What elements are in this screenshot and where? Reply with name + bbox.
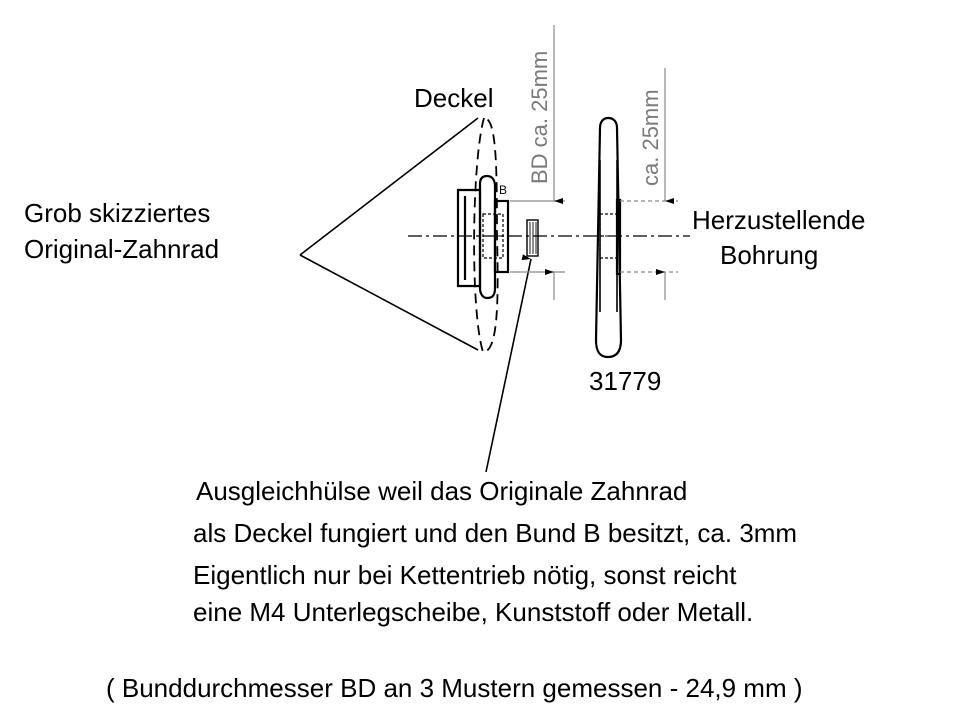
note-line-4: eine M4 Unterlegscheibe, Kunststoff oder Metall. <box>193 597 754 627</box>
gear-hub <box>458 190 480 286</box>
sleeve-leader-arrow <box>486 259 531 472</box>
part-number-label: 31779 <box>589 366 662 396</box>
note-line-3: Eigentlich nur bei Kettentrieb nötig, sonst reicht <box>193 560 737 590</box>
note-line-1: Ausgleichhülse weil das Originale Zahnrad <box>196 476 688 506</box>
bd-dimension-label: BD ca. 25mm <box>527 50 552 184</box>
bore-label-line2: Bohrung <box>720 240 819 270</box>
deckel-label: Deckel <box>414 83 494 113</box>
bund-label: B <box>499 183 508 197</box>
footer-measurement-note: ( Bunddurchmesser BD an 3 Mustern gemessen - 24,9 mm ) <box>106 673 803 703</box>
sketch-label-line1: Grob skizziertes <box>24 198 211 228</box>
note-line-2: als Deckel fungiert und den Bund B besitzt, ca. 3mm <box>193 518 798 548</box>
bore-dimension-label: ca. 25mm <box>638 89 663 186</box>
sketch-leader-bottom <box>300 255 478 350</box>
sketch-label-line2: Original-Zahnrad <box>24 234 220 264</box>
gear-flange <box>480 176 495 298</box>
bore-label-line1: Herzustellende <box>692 205 866 235</box>
sketch-leader-top <box>300 118 478 255</box>
